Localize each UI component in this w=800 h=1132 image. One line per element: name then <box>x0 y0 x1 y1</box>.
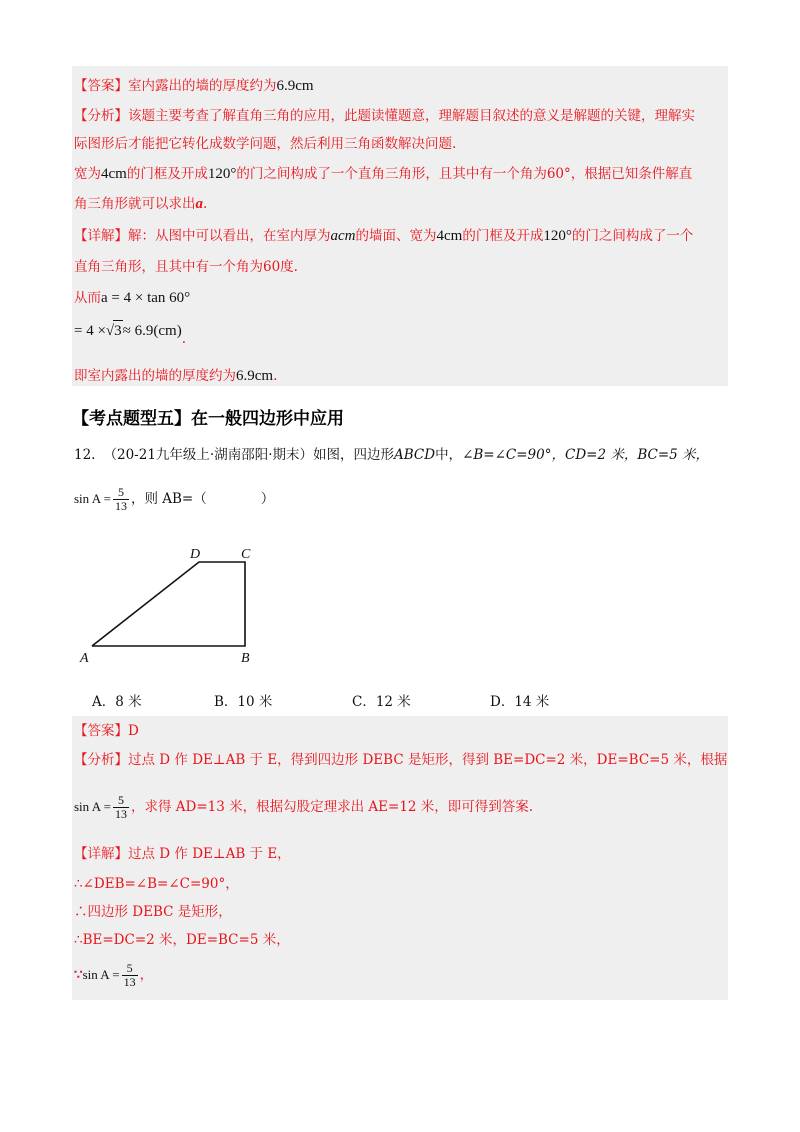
analysis-door-text: 的门框及开成 <box>126 166 208 182</box>
prev-detail-line-2: 直角三角形，且其中有一个角为60度. <box>74 259 298 275</box>
analysis-width-value: 4cm <box>101 166 127 182</box>
solution-detail-line-2: ∴∠DEB=∠B=∠C=90°， <box>74 876 239 892</box>
detail-thickness-value: acm <box>330 228 356 244</box>
solution-detail-den: 13 <box>123 975 136 989</box>
solution-detail-line-1 <box>74 844 291 864</box>
analysis-tag: 【分析】 <box>74 108 128 124</box>
detail-formula-2b: ≈ 6.9(cm) <box>122 323 182 339</box>
vertex-label-a: A <box>80 651 89 666</box>
section-title: 【考点题型五】在一般四边形中应用 <box>72 409 344 429</box>
option-a[interactable]: A．8 米 <box>92 694 142 710</box>
question-sin-fraction <box>113 486 129 513</box>
detail-text-e: 的门框及开成 <box>462 228 544 244</box>
detail-therefore-text: 从而 <box>74 290 101 306</box>
sqrt-symbol: √ <box>105 323 115 339</box>
analysis-var-a: a <box>195 196 203 212</box>
detail-conclusion-value: 6.9cm <box>236 368 274 384</box>
prev-detail-line-4 <box>74 320 187 347</box>
detail-formula-1: a = 4 × tan 60° <box>101 290 191 306</box>
detail-formula-dot: . <box>181 331 187 347</box>
solution-analysis-line-1 <box>74 750 727 770</box>
solution-analysis-text: 过点 D 作 DE⊥AB 于 E，得到四边形 DEBC 是矩形，得到 BE=DC=2 米，DE=BC=5 米，根据 <box>128 752 728 768</box>
question-source: （20-21九年级上·湖南邵阳·期末）如图，四边形 <box>103 447 394 463</box>
question-12-sin-line <box>74 486 274 513</box>
question-sin-num: 5 <box>113 486 129 500</box>
because-symbol: ∵ <box>74 967 83 983</box>
prev-analysis-line-3 <box>74 164 692 184</box>
solution-detail-line-3: ∴四边形 DEBC 是矩形， <box>74 904 232 920</box>
detail-conclusion-dot: . <box>273 368 278 384</box>
question-sin-den: 13 <box>114 499 127 513</box>
analysis-solve-text: 角三角形就可以求出 <box>74 196 196 212</box>
vertex-label-b: B <box>241 651 250 666</box>
sqrt-radicand: 3 <box>113 320 123 341</box>
detail-formula-2a: = 4 × <box>74 323 106 339</box>
answer-tag: 【答案】 <box>74 78 128 94</box>
detail-conclusion-text: 即室内露出的墙的厚度约为 <box>74 368 236 384</box>
answer-value: 6.9cm <box>276 78 314 94</box>
solution-analysis-fraction <box>113 794 129 821</box>
solution-answer: D <box>128 723 139 739</box>
prev-detail-line-3 <box>74 288 190 308</box>
solution-detail-line-4: ∴BE=DC=2 米，DE=BC=5 米， <box>74 932 290 948</box>
detail-width-value: 4cm <box>436 228 463 244</box>
prev-detail-line-5 <box>74 366 277 386</box>
solution-analysis-sin: sin A = <box>74 799 111 814</box>
vertex-label-c: C <box>241 547 251 562</box>
question-sin-label: sin A = <box>74 491 111 506</box>
analysis-width-text: 宽为 <box>74 166 101 182</box>
option-c[interactable]: C．12 米 <box>352 694 411 710</box>
detail-text-c: 的墙面、宽为 <box>355 228 437 244</box>
solution-detail-tag: 【详解】 <box>74 846 128 862</box>
question-conditions: ∠B=∠C=90°，CD=2 米，BC=5 米， <box>462 447 710 463</box>
analysis-text: 该题主要考查了解直角三角的应用，此题读懂题意，理解题目叙述的意义是解题的关键，理解实 <box>128 108 695 124</box>
solution-detail-fraction <box>122 962 138 989</box>
detail-angle-value: 120° <box>543 228 572 244</box>
solution-answer-line <box>74 721 139 741</box>
prev-detail-line-1 <box>74 226 693 246</box>
detail-tag: 【详解】 <box>74 228 128 244</box>
solution-analysis-line-2 <box>74 794 533 821</box>
solution-detail-num: 5 <box>122 962 138 976</box>
prev-analysis-line-4 <box>74 194 207 214</box>
solution-detail-end: ， <box>139 967 154 983</box>
solution-analysis-text-2: ，求得 AD=13 米，根据勾股定理求出 AE=12 米，即可得到答案. <box>130 799 534 815</box>
answer-text: 室内露出的墙的厚度约为 <box>128 78 277 94</box>
question-quad: ABCD <box>393 447 436 463</box>
solution-analysis-tag: 【分析】 <box>74 752 128 768</box>
question-ask: ，则 AB=（ ） <box>130 491 275 507</box>
question-number: 12. <box>74 447 96 463</box>
solution-detail-text-1: 过点 D 作 DE⊥AB 于 E， <box>128 846 291 862</box>
analysis-angle-value: 120° <box>207 166 237 182</box>
prev-answer-line <box>74 76 314 96</box>
option-d[interactable]: D．14 米 <box>490 694 550 710</box>
analysis-triangle-text: 的门之间构成了一个直角三角形，且其中有一个角为60°，根据已知条件解直 <box>236 166 693 182</box>
question-12-stem <box>74 443 709 463</box>
solution-detail-sin: sin A = <box>82 967 120 982</box>
question-mid: 中， <box>435 447 463 463</box>
analysis-end-dot: . <box>203 196 208 212</box>
prev-analysis-line-2: 际图形后才能把它转化成数学问题，然后利用三角函数解决问题. <box>74 136 457 152</box>
vertex-label-d: D <box>190 547 201 562</box>
detail-text-g: 的门之间构成了一个 <box>571 228 694 244</box>
quadrilateral-figure <box>72 540 272 675</box>
option-b[interactable]: B．10 米 <box>214 694 273 710</box>
detail-text-a: 解：从图中可以看出，在室内厚为 <box>128 228 331 244</box>
solution-detail-line-5 <box>74 962 153 989</box>
solution-answer-tag: 【答案】 <box>74 723 128 739</box>
prev-analysis-line-1 <box>74 106 695 126</box>
solution-analysis-den: 13 <box>114 807 127 821</box>
quadrilateral-outline <box>92 562 245 646</box>
solution-analysis-num: 5 <box>113 794 129 808</box>
